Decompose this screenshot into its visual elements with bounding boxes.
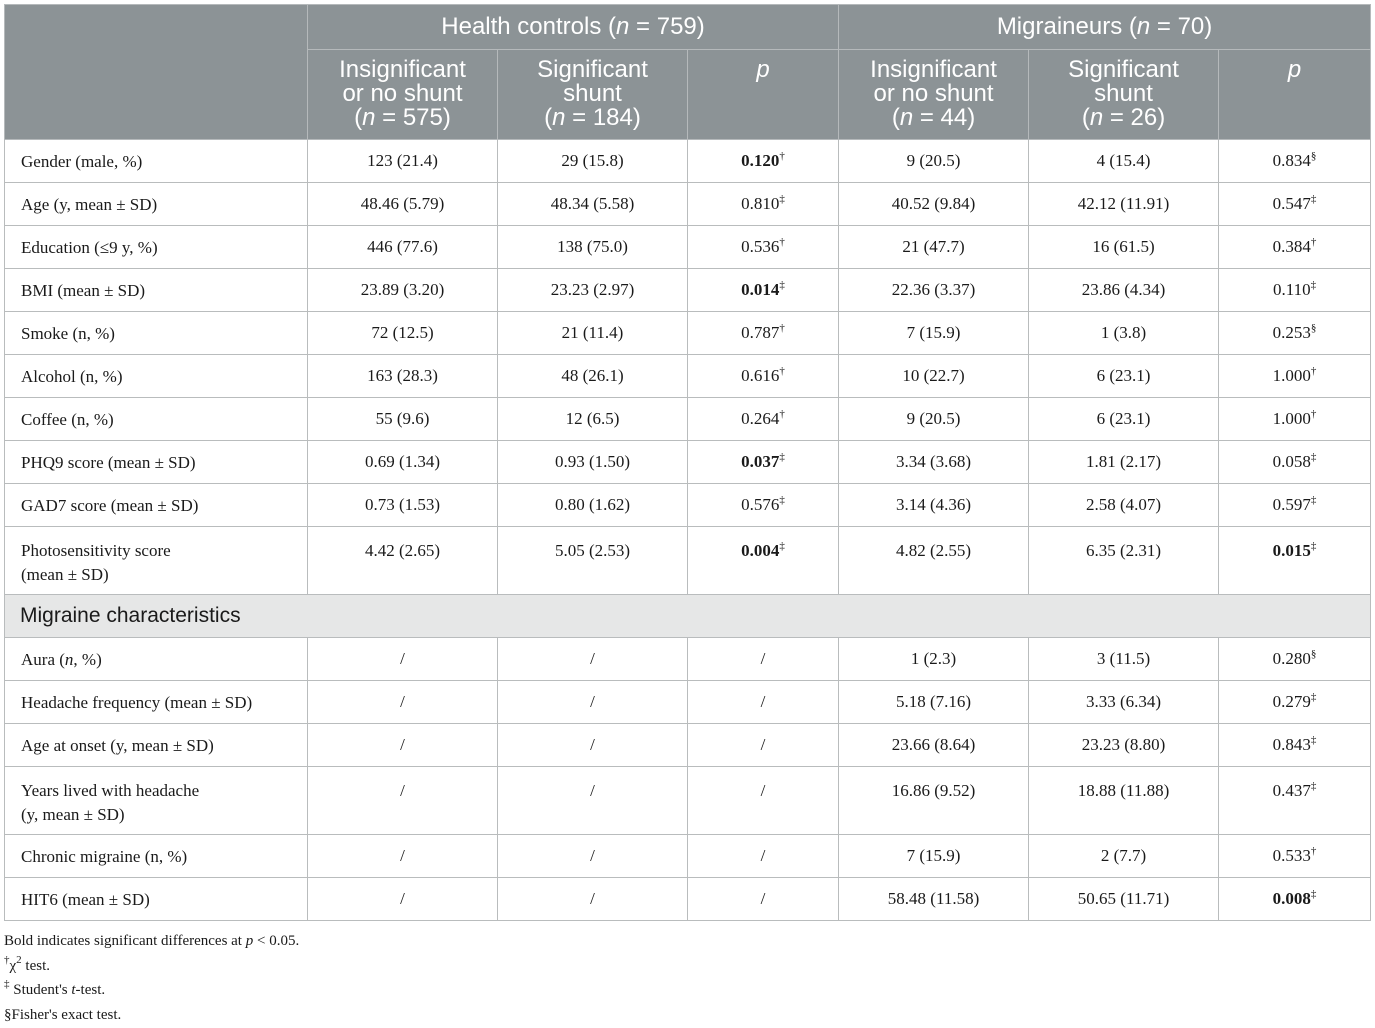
value-cell: 22.36 (3.37)	[839, 269, 1029, 312]
table-row	[5, 484, 1371, 527]
value-cell: /	[688, 724, 839, 767]
value-cell: 6 (23.1)	[1029, 398, 1219, 441]
p-value-cell: 0.843‡	[1219, 724, 1371, 767]
header-hc-significant: Significant shunt (n = 184)	[498, 50, 688, 140]
row-label: Years lived with headache (y, mean ± SD)	[5, 767, 308, 835]
header-hc-p: p	[688, 50, 839, 140]
value-cell: 10 (22.7)	[839, 355, 1029, 398]
table-row	[5, 269, 1371, 312]
p-value-cell: 0.004‡	[688, 527, 839, 595]
value-cell: 48.46 (5.79)	[308, 183, 498, 226]
row-label: Headache frequency (mean ± SD)	[5, 681, 308, 724]
table-row	[5, 527, 1371, 595]
footnote-chi-square: $^\dagger\chi^2$ test.	[4, 953, 51, 974]
p-value-cell: 0.384†	[1219, 226, 1371, 269]
header-migraineurs: Migraineurs (n = 70)	[839, 5, 1371, 50]
table-footnotes	[4, 929, 1370, 1027]
value-cell: 29 (15.8)	[498, 140, 688, 183]
section-title: Migraine characteristics	[5, 595, 1371, 638]
value-cell: 123 (21.4)	[308, 140, 498, 183]
table-row	[5, 441, 1371, 484]
p-value-cell: 0.120†	[688, 140, 839, 183]
value-cell: 4.82 (2.55)	[839, 527, 1029, 595]
value-cell: 2.58 (4.07)	[1029, 484, 1219, 527]
value-cell: /	[688, 835, 839, 878]
table-row	[5, 681, 1371, 724]
value-cell: 4 (15.4)	[1029, 140, 1219, 183]
value-cell: /	[498, 724, 688, 767]
value-cell: 6.35 (2.31)	[1029, 527, 1219, 595]
value-cell: /	[498, 878, 688, 921]
row-label: Gender (male, %)	[5, 140, 308, 183]
value-cell: 9 (20.5)	[839, 140, 1029, 183]
p-value-cell: 0.787†	[688, 312, 839, 355]
value-cell: 16.86 (9.52)	[839, 767, 1029, 835]
p-value-cell: 0.037‡	[688, 441, 839, 484]
value-cell: 0.93 (1.50)	[498, 441, 688, 484]
value-cell: 1 (3.8)	[1029, 312, 1219, 355]
value-cell: /	[498, 835, 688, 878]
value-cell: 42.12 (11.91)	[1029, 183, 1219, 226]
row-label: Coffee (n, %)	[5, 398, 308, 441]
table-row	[5, 140, 1371, 183]
value-cell: 3.33 (6.34)	[1029, 681, 1219, 724]
value-cell: 4.42 (2.65)	[308, 527, 498, 595]
value-cell: 23.23 (8.80)	[1029, 724, 1219, 767]
p-value-cell: 1.000†	[1219, 398, 1371, 441]
value-cell: 18.88 (11.88)	[1029, 767, 1219, 835]
table-row	[5, 226, 1371, 269]
row-label: Alcohol (n, %)	[5, 355, 308, 398]
value-cell: /	[308, 681, 498, 724]
value-cell: 23.23 (2.97)	[498, 269, 688, 312]
value-cell: 0.69 (1.34)	[308, 441, 498, 484]
value-cell: 21 (47.7)	[839, 226, 1029, 269]
table-body	[5, 140, 1371, 921]
p-value-cell: 0.008‡	[1219, 878, 1371, 921]
value-cell: 23.89 (3.20)	[308, 269, 498, 312]
p-value-cell: 0.547‡	[1219, 183, 1371, 226]
value-cell: /	[498, 681, 688, 724]
row-label: HIT6 (mean ± SD)	[5, 878, 308, 921]
row-label: GAD7 score (mean ± SD)	[5, 484, 308, 527]
value-cell: /	[688, 638, 839, 681]
value-cell: 40.52 (9.84)	[839, 183, 1029, 226]
value-cell: 50.65 (11.71)	[1029, 878, 1219, 921]
value-cell: 2 (7.7)	[1029, 835, 1219, 878]
p-value-cell: 0.576‡	[688, 484, 839, 527]
value-cell: 0.73 (1.53)	[308, 484, 498, 527]
p-value-cell: 0.616†	[688, 355, 839, 398]
header-mig-significant: Significant shunt (n = 26)	[1029, 50, 1219, 140]
table-row	[5, 398, 1371, 441]
p-value-cell: 0.014‡	[688, 269, 839, 312]
row-label: BMI (mean ± SD)	[5, 269, 308, 312]
row-label: Aura (n, %)	[5, 638, 308, 681]
table-row	[5, 312, 1371, 355]
value-cell: 3.34 (3.68)	[839, 441, 1029, 484]
value-cell: 7 (15.9)	[839, 835, 1029, 878]
value-cell: 6 (23.1)	[1029, 355, 1219, 398]
footnote-t-test: ‡ Student's t-test.	[4, 978, 106, 998]
value-cell: 7 (15.9)	[839, 312, 1029, 355]
value-cell: 48.34 (5.58)	[498, 183, 688, 226]
p-value-cell: 0.015‡	[1219, 527, 1371, 595]
value-cell: /	[498, 767, 688, 835]
p-value-cell: 0.058‡	[1219, 441, 1371, 484]
row-label: Smoke (n, %)	[5, 312, 308, 355]
value-cell: 1.81 (2.17)	[1029, 441, 1219, 484]
row-label: PHQ9 score (mean ± SD)	[5, 441, 308, 484]
p-value-cell: 0.437‡	[1219, 767, 1371, 835]
p-value-cell: 0.253§	[1219, 312, 1371, 355]
header-mig-p: p	[1219, 50, 1371, 140]
value-cell: /	[308, 638, 498, 681]
value-cell: /	[688, 878, 839, 921]
value-cell: 9 (20.5)	[839, 398, 1029, 441]
row-label: Education (≤9 y, %)	[5, 226, 308, 269]
data-table	[4, 4, 1371, 921]
value-cell: 3.14 (4.36)	[839, 484, 1029, 527]
row-label: Age at onset (y, mean ± SD)	[5, 724, 308, 767]
value-cell: 163 (28.3)	[308, 355, 498, 398]
value-cell: 23.86 (4.34)	[1029, 269, 1219, 312]
value-cell: /	[308, 767, 498, 835]
value-cell: 48 (26.1)	[498, 355, 688, 398]
p-value-cell: 0.597‡	[1219, 484, 1371, 527]
value-cell: 23.66 (8.64)	[839, 724, 1029, 767]
header-hc-insignificant: Insignificant or no shunt (n = 575)	[308, 50, 498, 140]
p-value-cell: 0.110‡	[1219, 269, 1371, 312]
value-cell: /	[308, 835, 498, 878]
p-value-cell: 0.533†	[1219, 835, 1371, 878]
header-group-row	[5, 5, 1371, 50]
footnote-bold: Bold indicates significant differences at p < 0.05.	[4, 933, 300, 949]
row-label: Photosensitivity score (mean ± SD)	[5, 527, 308, 595]
value-cell: 446 (77.6)	[308, 226, 498, 269]
header-blank-cell	[5, 5, 308, 140]
value-cell: /	[688, 767, 839, 835]
value-cell: 58.48 (11.58)	[839, 878, 1029, 921]
header-mig-insignificant: Insignificant or no shunt (n = 44)	[839, 50, 1029, 140]
value-cell: 55 (9.6)	[308, 398, 498, 441]
value-cell: /	[308, 878, 498, 921]
value-cell: 5.05 (2.53)	[498, 527, 688, 595]
row-label: Chronic migraine (n, %)	[5, 835, 308, 878]
value-cell: 5.18 (7.16)	[839, 681, 1029, 724]
value-cell: 1 (2.3)	[839, 638, 1029, 681]
p-value-cell: 0.810‡	[688, 183, 839, 226]
value-cell: 0.80 (1.62)	[498, 484, 688, 527]
p-value-cell: 0.280§	[1219, 638, 1371, 681]
value-cell: 72 (12.5)	[308, 312, 498, 355]
p-value-cell: 0.279‡	[1219, 681, 1371, 724]
table-row	[5, 183, 1371, 226]
table-row	[5, 355, 1371, 398]
value-cell: /	[498, 638, 688, 681]
p-value-cell: 0.264†	[688, 398, 839, 441]
value-cell: 138 (75.0)	[498, 226, 688, 269]
section-row	[5, 595, 1371, 638]
row-label: Age (y, mean ± SD)	[5, 183, 308, 226]
p-value-cell: 0.536†	[688, 226, 839, 269]
table-row	[5, 767, 1371, 835]
value-cell: 12 (6.5)	[498, 398, 688, 441]
table-container	[4, 4, 1370, 1027]
value-cell: /	[308, 724, 498, 767]
value-cell: 16 (61.5)	[1029, 226, 1219, 269]
value-cell: 21 (11.4)	[498, 312, 688, 355]
table-row	[5, 835, 1371, 878]
footnote-fisher: §Fisher's exact test.	[4, 1006, 122, 1023]
table-row	[5, 638, 1371, 681]
p-value-cell: 0.834§	[1219, 140, 1371, 183]
value-cell: /	[688, 681, 839, 724]
table-row	[5, 724, 1371, 767]
table-row	[5, 878, 1371, 921]
header-health-controls: Health controls (n = 759)	[308, 5, 839, 50]
p-value-cell: 1.000†	[1219, 355, 1371, 398]
value-cell: 3 (11.5)	[1029, 638, 1219, 681]
